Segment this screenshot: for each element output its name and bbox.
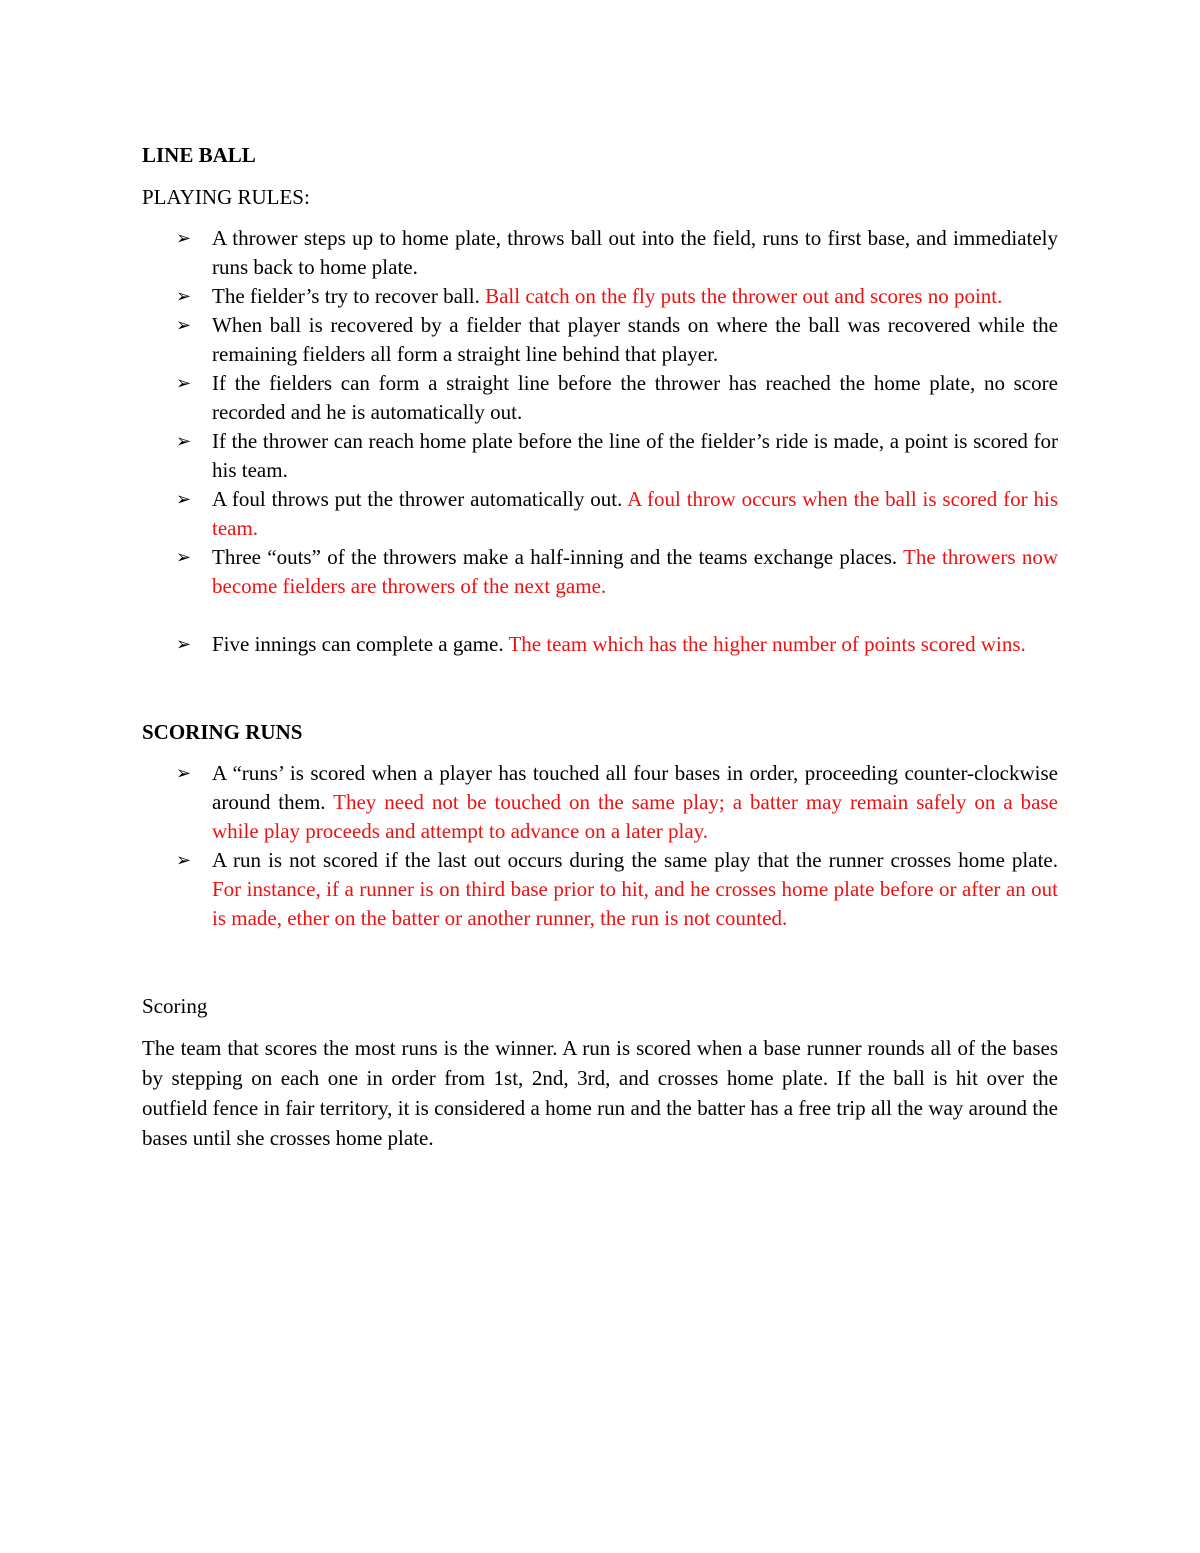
scoring-paragraph: The team that scores the most runs is the winner. A run is scored when a base runner rounds all of the bases by stepping on each one in order from 1st, 2nd, 3rd, and crosses home plate. If the ball is hit over the outfield fence in fair territory, it is considered a home run and the batter has a free trip all the way around the bases until she crosses home plate.	[142, 1036, 1058, 1150]
spacer	[142, 659, 1058, 717]
section-title-line-ball: LINE BALL	[142, 143, 256, 167]
playing-rules-list	[142, 224, 1058, 601]
rule-text: When ball is recovered by a fielder that player stands on where the ball was recovered while the remaining fielders all form a straight line behind that player.	[212, 313, 1058, 366]
arrowhead-bullet-icon: ➢	[176, 373, 192, 394]
arrowhead-bullet-icon: ➢	[176, 286, 192, 307]
rule-highlight-text: A foul throw occurs when the ball is scored for his team.	[212, 487, 1059, 540]
list-item	[142, 630, 1058, 659]
rule-text: The fielder’s try to recover ball.	[212, 284, 486, 308]
arrowhead-bullet-icon: ➢	[176, 850, 192, 871]
rule-highlight-text: They need not be touched on the same play; a batter may remain safely on a base while play proceeds and attempt to advance on a later play.	[212, 790, 1058, 843]
rule-text: A thrower steps up to home plate, throws ball out into the field, runs to first base, and immediately runs back to home plate.	[212, 226, 1058, 279]
section-title-scoring: Scoring	[142, 994, 208, 1018]
rule-text: If the fielders can form a straight line before the thrower has reached the home plate, no score recorded and he is automatically out.	[212, 371, 1058, 424]
rule-text: Three “outs” of the throwers make a half-inning and the teams exchange places.	[212, 545, 904, 569]
rule-text: A “runs’ is scored when a player has touched all four bases in order, proceeding counter-clockwise around them.	[212, 761, 1058, 814]
rule-highlight-text: The throwers now become fielders are throwers of the next game.	[212, 545, 1058, 598]
playing-rules-list-continued	[142, 630, 1058, 659]
rule-highlight-text: For instance, if a runner is on third base prior to hit, and he crosses home plate before or after an out is made, ether on the batter or another runner, the run is not counted.	[212, 877, 1058, 930]
list-item	[142, 282, 1058, 311]
list-item	[142, 543, 1058, 601]
rule-highlight-text: The team which has the higher number of points scored wins.	[508, 632, 1026, 656]
arrowhead-bullet-icon: ➢	[176, 228, 192, 249]
section-subtitle-playing-rules: PLAYING RULES:	[142, 185, 310, 209]
spacer	[142, 933, 1058, 991]
section-title-scoring-runs: SCORING RUNS	[142, 720, 303, 744]
list-item	[142, 759, 1058, 846]
arrowhead-bullet-icon: ➢	[176, 547, 192, 568]
arrowhead-bullet-icon: ➢	[176, 763, 192, 784]
list-item	[142, 369, 1058, 427]
list-item	[142, 311, 1058, 369]
arrowhead-bullet-icon: ➢	[176, 431, 192, 452]
list-item	[142, 846, 1058, 933]
list-item	[142, 224, 1058, 282]
rule-text: Five innings can complete a game.	[212, 632, 509, 656]
scoring-runs-list	[142, 759, 1058, 933]
arrowhead-bullet-icon: ➢	[176, 489, 192, 510]
arrowhead-bullet-icon: ➢	[176, 315, 192, 336]
list-item	[142, 427, 1058, 485]
rule-highlight-text: Ball catch on the fly puts the thrower out and scores no point.	[485, 284, 1003, 308]
rule-text: A foul throws put the thrower automatically out.	[212, 487, 628, 511]
rule-text: If the thrower can reach home plate before the line of the fielder’s ride is made, a point is scored for his team.	[212, 429, 1058, 482]
arrowhead-bullet-icon: ➢	[176, 634, 192, 655]
list-item	[142, 485, 1058, 543]
rule-text: A run is not scored if the last out occurs during the same play that the runner crosses home plate.	[212, 848, 1058, 872]
spacer	[142, 601, 1058, 630]
